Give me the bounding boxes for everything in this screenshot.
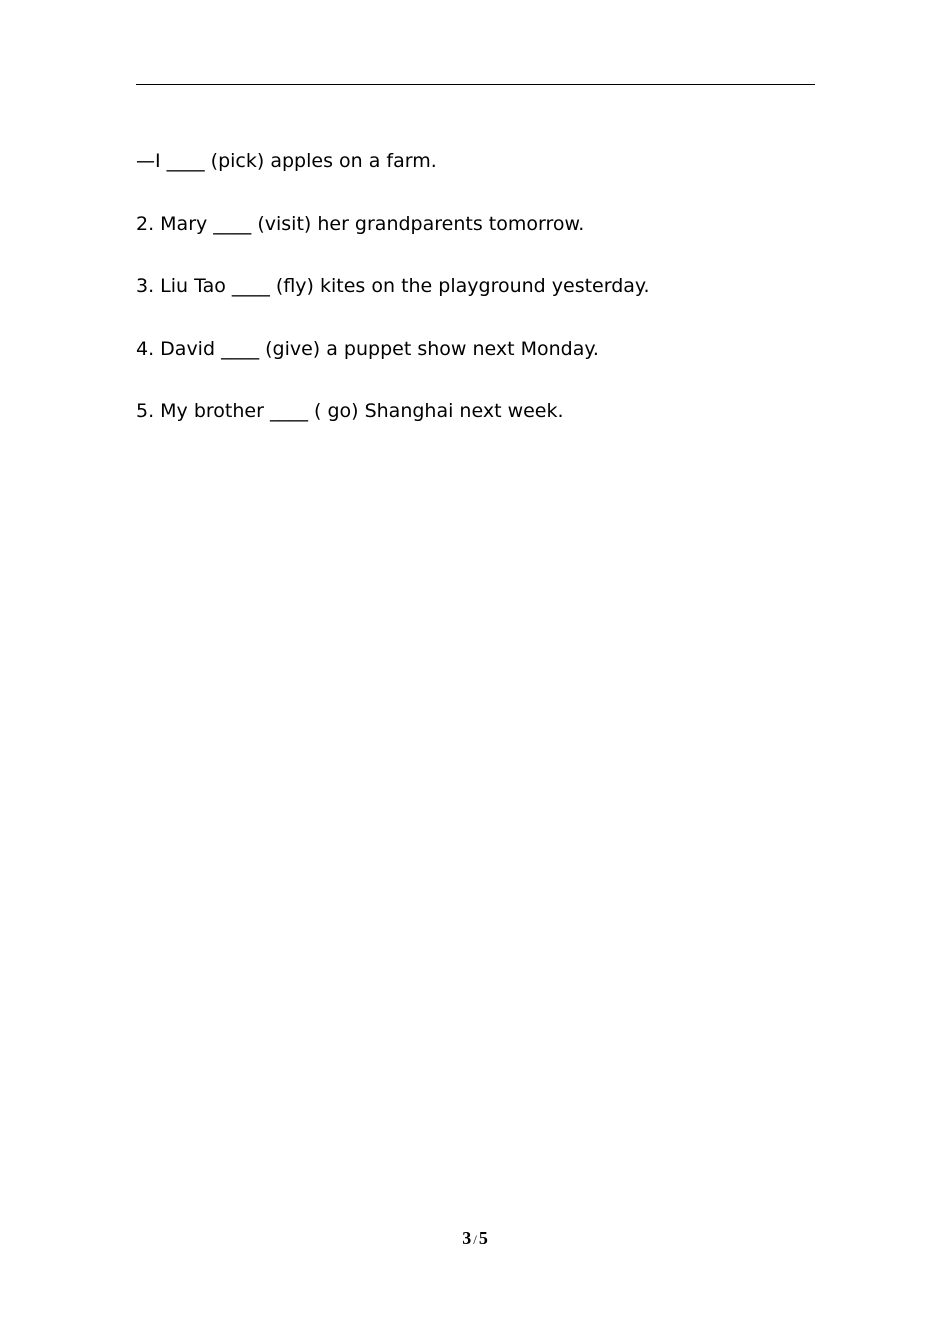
current-page-number: 3 [462,1228,472,1248]
exercise-list [136,146,815,459]
exercise-line: —I ____ (pick) apples on a farm. [136,150,437,172]
exercise-line: 3. Liu Tao ____ (fly) kites on the playground yesterday. [136,275,650,297]
page-number [0,1226,950,1252]
exercise-line: 4. David ____ (give) a puppet show next Monday. [136,337,599,360]
exercise-line: 5. My brother ____ ( go) Shanghai next week. [136,400,564,422]
header-rule [136,84,815,85]
exercise-line: 2. Mary ____ (visit) her grandparents tomorrow. [136,212,585,235]
total-pages-number: 5 [478,1228,488,1248]
page-separator: / [473,1232,477,1247]
